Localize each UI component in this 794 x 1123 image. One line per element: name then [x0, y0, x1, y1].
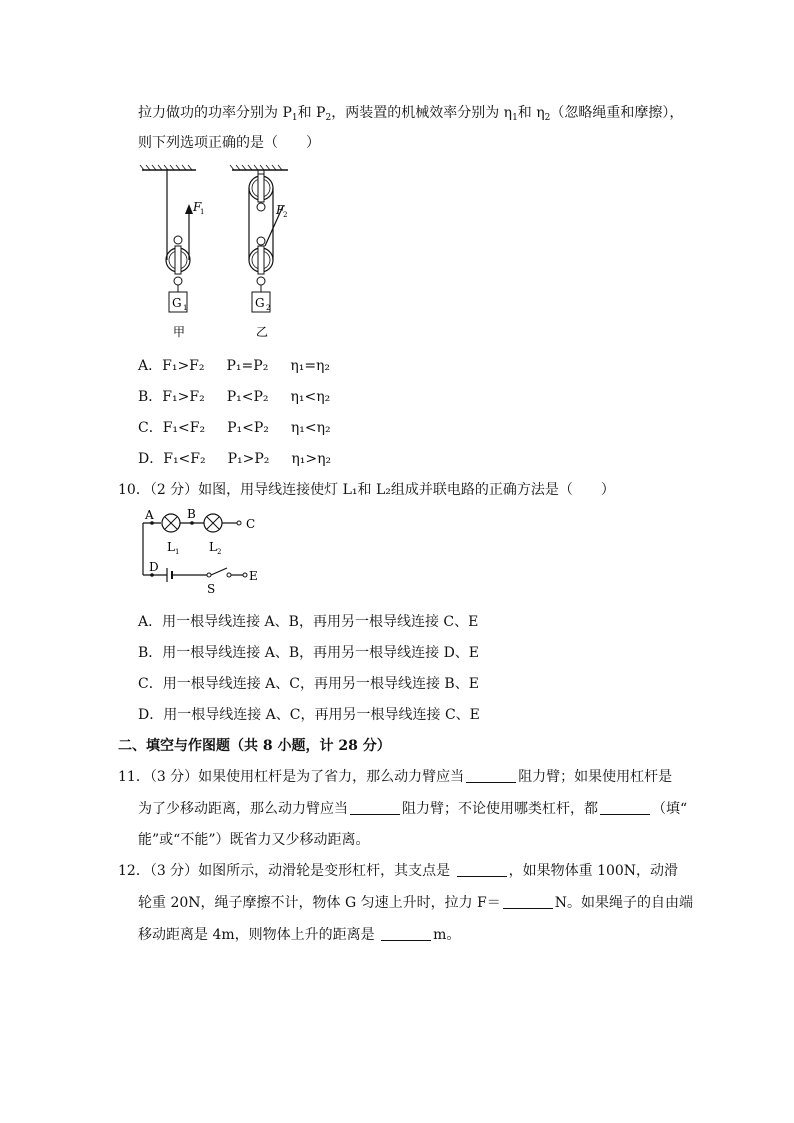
q10-number: 10． — [118, 482, 150, 498]
circuit-figure — [135, 505, 275, 595]
force-f2-label: F — [276, 203, 285, 217]
q11-line2: 为了少移动距离，那么动力臂应当 阻力臂；不论使用哪类杠杆，都 （填“ — [138, 801, 688, 817]
q9-option-d[interactable]: D．F₁<F₂ P₁>P₂ η₁>η₂ — [138, 451, 332, 467]
weight-g1-sub: 1 — [183, 304, 188, 312]
q12-line2: 轮重 20N，绳子摩擦不计，物体 G 匀速上升时，拉力 F＝ N。如果绳子的自由端 — [138, 895, 694, 911]
figure-label-yi: 乙 — [256, 325, 269, 339]
force-f1-label: F — [193, 200, 202, 214]
q11-blank-2[interactable] — [350, 800, 400, 815]
figure-label-jia: 甲 — [173, 325, 186, 339]
q12-blank-1[interactable] — [457, 862, 507, 877]
node-e-label: E — [249, 569, 258, 583]
q12-number: 12． — [118, 863, 150, 879]
q9-option-c[interactable]: C．F₁<F₂ P₁<P₂ η₁<η₂ — [138, 420, 331, 436]
pulley-figure — [138, 164, 298, 344]
node-a-label: A — [145, 508, 154, 522]
switch-s-label: S — [207, 582, 216, 595]
section-title: 二、填空与作图题（共 8 小题，计 28 分） — [118, 738, 391, 754]
q11-number: 11． — [118, 769, 150, 785]
q10-option-c[interactable]: C．用一根导线连接 A、C，再用另一根导线连接 B、E — [138, 676, 479, 692]
q9-intro-line2: 则下列选项正确的是（ ） — [138, 135, 320, 151]
node-c-label: C — [246, 517, 256, 531]
q11-line3: 能”或“不能”）既省力又少移动距离。 — [138, 832, 370, 848]
q9-intro-line1: 拉力做功的功率分别为 $P_1$和 $P_2$，两装置的机械效率分别为 $\eta_1$和 $\eta_2$（忽略绳重和摩擦）， — [138, 105, 684, 123]
q12-line1: 12．（3 分）如图所示，动滑轮是变形杠杆，其支点是 ，如果物体重 100N，动滑 — [118, 863, 679, 879]
node-b-label: B — [187, 507, 196, 521]
q9-option-a[interactable]: A．F₁>F₂ P₁=P₂ η₁=η₂ — [138, 358, 331, 374]
q10-stem — [118, 480, 615, 500]
q12-line3: 移动距离是 4m，则物体上升的距离是 m。 — [138, 927, 461, 943]
q12-blank-3[interactable] — [381, 926, 431, 941]
q10-option-d[interactable]: D．用一根导线连接 A、C，再用另一根导线连接 C、E — [138, 707, 480, 723]
weight-g2-label: G — [255, 296, 265, 310]
lamp-l1-label: L — [167, 540, 175, 554]
q11-blank-3[interactable] — [600, 800, 650, 815]
node-d-label: D — [149, 560, 159, 574]
weight-g1-label: G — [172, 296, 182, 310]
weight-g2-sub: 2 — [266, 304, 271, 312]
force-f1-sub: 1 — [200, 208, 205, 216]
q11-line1: 11．（3 分）如果使用杠杆是为了省力，那么动力臂应当 阻力臂；如果使用杠杆是 — [118, 769, 673, 785]
q9-option-b[interactable]: B．F₁>F₂ P₁<P₂ η₁<η₂ — [138, 389, 331, 405]
lamp-l2-sub: 2 — [217, 548, 222, 556]
q10-option-b[interactable]: B．用一根导线连接 A、B，再用另一根导线连接 D、E — [138, 645, 480, 661]
q10-text: （2 分）如图，用导线连接使灯 L₁和 L₂组成并联电路的正确方法是（ ） — [149, 482, 615, 498]
lamp-l1-sub: 1 — [175, 548, 180, 556]
q12-blank-2[interactable] — [503, 894, 553, 909]
q10-option-a[interactable]: A．用一根导线连接 A、B，再用另一根导线连接 C、E — [138, 614, 479, 630]
force-f2-sub: 2 — [283, 211, 288, 219]
q11-blank-1[interactable] — [466, 768, 516, 783]
lamp-l2-label: L — [209, 540, 217, 554]
